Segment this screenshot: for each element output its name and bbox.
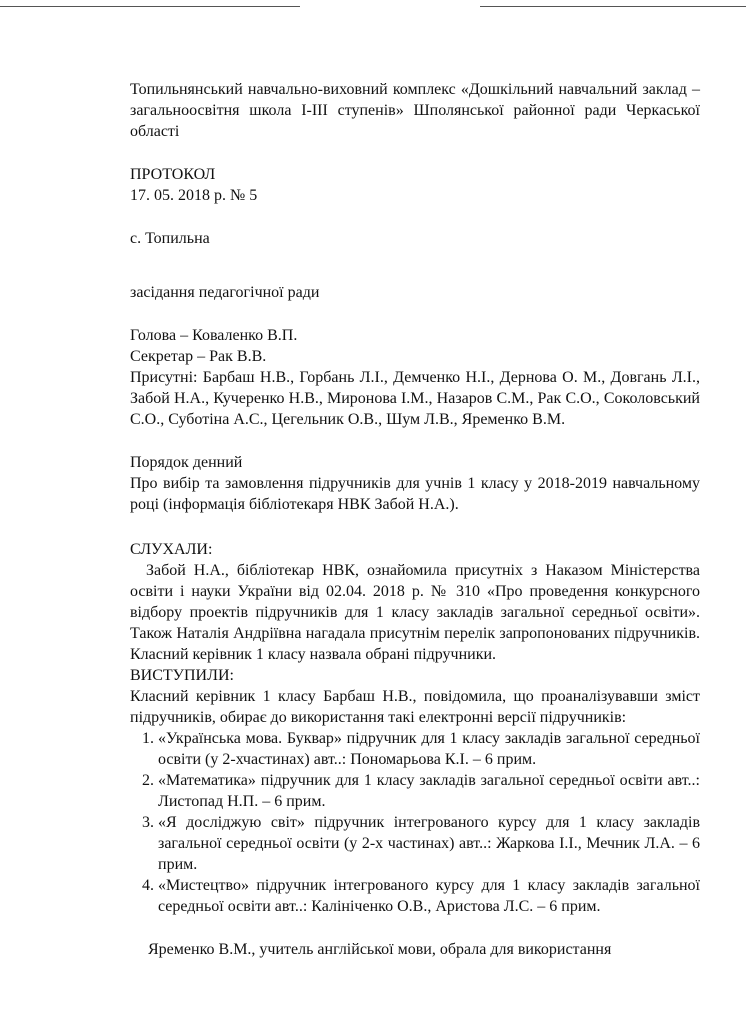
textbook-list xyxy=(130,728,700,917)
heard-text: Забой Н.А., бібліотекар НВК, ознайомила присутніх з Наказом Міністерства освіти і науки України від 02.04. 2018 р. № 310 «Про проведення конкурсного відбору проектів підручників для 1 класу закладів загальної середньої освіти». Також Наталія Андріївна нагадала присутнім перелік запропонованих підручників. Класний керівник 1 класу назвала обрані підручники. xyxy=(130,562,700,663)
list-item: 3. «Я досліджую світ» підручник інтегрованого курсу для 1 класу закладів загальної середньої освіти (у 2-х частинах) авт..: Жаркова І.І., Мечник Л.А. – 6 прим. xyxy=(158,812,700,875)
meeting-type: засідання педагогічної ради xyxy=(130,284,320,301)
list-item: 4. «Мистецтво» підручник інтегрованого курсу для 1 класу закладів загальної середньої освіти авт..: Калініченко О.В., Аристова Л.С. – 6 прим. xyxy=(158,875,700,917)
protocol-title: ПРОТОКОЛ xyxy=(130,166,216,183)
list-item: 1. «Українська мова. Буквар» підручник для 1 класу закладів загальної середньої освіти (у 2-хчастинах) авт..: Пономарьова К.І. – 6 прим. xyxy=(158,728,700,770)
attendees: Присутні: Барбаш Н.В., Горбань Л.І., Демченко Н.І., Дернова О. М., Довгань Л.І., Забой Н.А., Кучеренко Н.В., Миронова І.М., Назаров С.М., Рак С.О., Соколовський С.О., Суботіна А.С., Цегельник О.В., Шум Л.В., Яременко В.М. xyxy=(130,369,700,428)
institution-header: Топильнянський навчально-виховний комплекс «Дошкільний навчальний заклад – загальноосвітня школа І-ІІІ ступенів» Шполянської районної ради Черкаської області xyxy=(130,81,700,140)
secretary: Секретар – Рак В.В. xyxy=(130,348,267,365)
agenda-heading: Порядок денний xyxy=(130,454,243,471)
agenda-item: Про вибір та замовлення підручників для учнів 1 класу у 2018-2019 навчальному році (інформація бібліотекаря НВК Забой Н.А.). xyxy=(130,475,700,513)
heard-heading: СЛУХАЛИ: xyxy=(130,541,213,558)
document-page xyxy=(130,79,700,960)
spoke-heading: ВИСТУПИЛИ: xyxy=(130,667,234,684)
list-item: 2. «Математика» підручник для 1 класу закладів загальної середньої освіти авт..: Листопад Н.П. – 6 прим. xyxy=(158,770,700,812)
chair: Голова – Коваленко В.П. xyxy=(130,327,298,344)
protocol-date-number: 17. 05. 2018 р. № 5 xyxy=(130,187,258,204)
scan-edge-line-right xyxy=(480,6,746,7)
spoke-text: Класний керівник 1 класу Барбаш Н.В., повідомила, що проаналізувавши зміст підручників, обирає до використання такі електронні версії підручників: xyxy=(130,688,700,726)
protocol-place: с. Топильна xyxy=(130,230,210,247)
scan-edge-line xyxy=(0,6,300,7)
next-speaker-text: Яременко В.М., учитель англійської мови, обрала для використання xyxy=(148,941,612,958)
